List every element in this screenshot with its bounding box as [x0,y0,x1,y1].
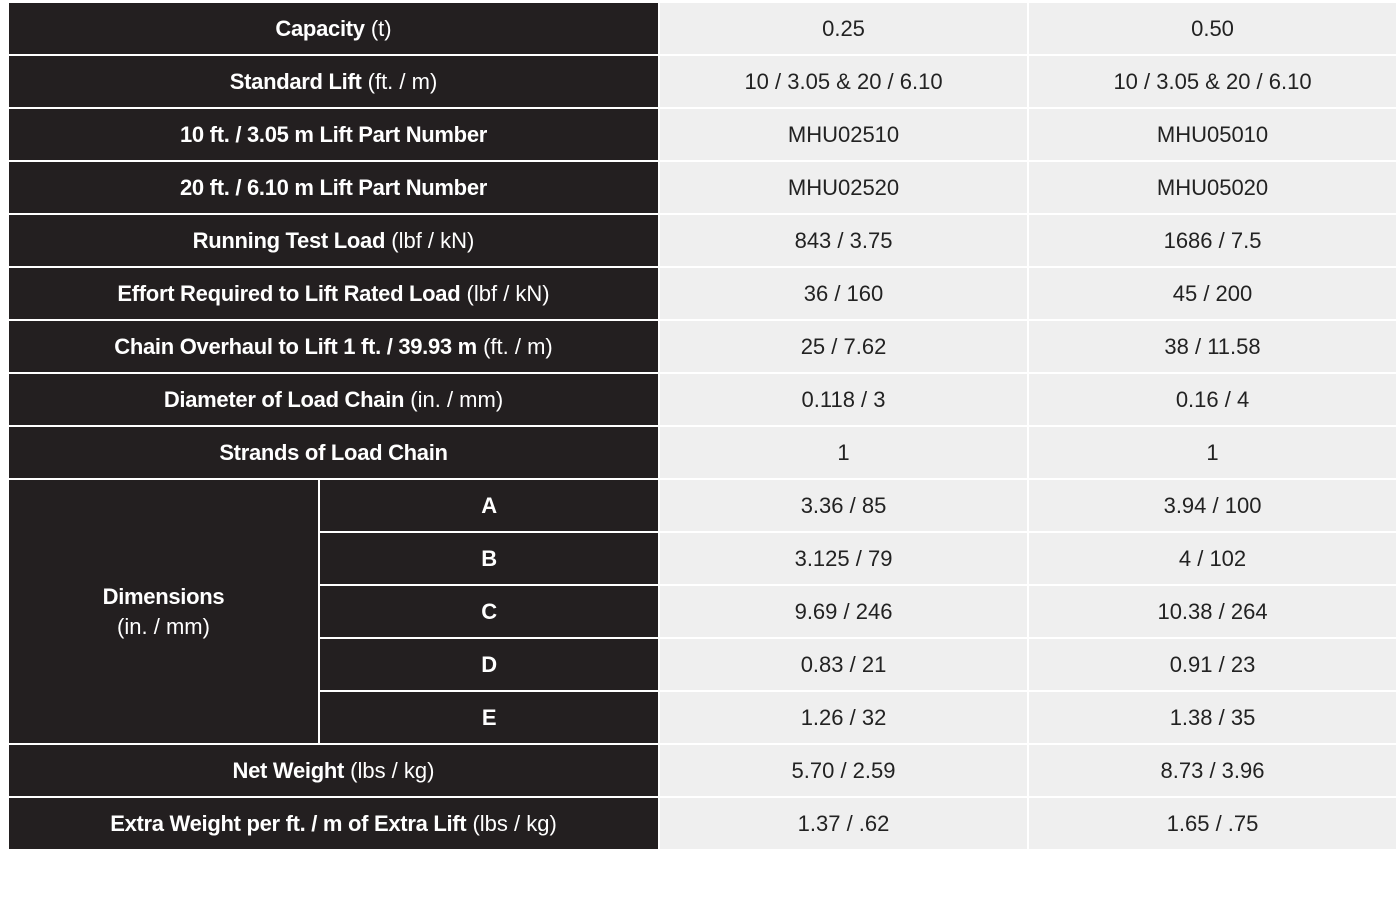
row-label [8,2,659,55]
dimension-sub-label [319,585,659,638]
table-cell: 3.94 / 100 [1028,479,1397,532]
table-cell: 0.91 / 23 [1028,638,1397,691]
table-cell: 9.69 / 246 [659,585,1028,638]
table-cell: 0.16 / 4 [1028,373,1397,426]
row-label-text: Standard Lift [229,68,362,94]
row-label-unit: (lbs / kg) [350,757,435,783]
table-cell: 38 / 11.58 [1028,320,1397,373]
table-cell: 1 [1028,426,1397,479]
table-cell: MHU05010 [1028,108,1397,161]
dimension-sub-label [319,532,659,585]
table-cell: 10 / 3.05 & 20 / 6.10 [1028,55,1397,108]
table-cell: 1.26 / 32 [659,691,1028,744]
row-label-text: Extra Weight per ft. / m of Extra Lift [110,810,467,836]
dimensions-label-unit: (in. / mm) [117,613,210,639]
row-label [8,108,659,161]
table-row [8,267,1397,320]
row-label-text: Strands of Load Chain [219,439,448,465]
table-cell: 0.50 [1028,2,1397,55]
dimension-sub-label [319,638,659,691]
table-cell: MHU02510 [659,108,1028,161]
row-label [8,267,659,320]
table-cell: 1.37 / .62 [659,797,1028,850]
bottom-edge [0,918,1399,923]
dimension-letter: A [481,492,497,518]
row-label-text: Effort Required to Lift Rated Load [117,280,461,306]
row-label-unit: (lbf / kN) [466,280,550,306]
table-cell: 36 / 160 [659,267,1028,320]
table-row [8,108,1397,161]
dimension-sub-label [319,479,659,532]
row-label [8,214,659,267]
row-label [8,744,659,797]
table-cell: 8.73 / 3.96 [1028,744,1397,797]
row-label-text: Net Weight [232,757,344,783]
table-cell: 25 / 7.62 [659,320,1028,373]
table-cell: 1686 / 7.5 [1028,214,1397,267]
table-row [8,161,1397,214]
table-row [8,214,1397,267]
row-label [8,161,659,214]
table-cell: MHU02520 [659,161,1028,214]
row-label-text: 20 ft. / 6.10 m Lift Part Number [179,174,488,200]
table-cell: 0.83 / 21 [659,638,1028,691]
row-label [8,55,659,108]
table-cell: 0.25 [659,2,1028,55]
row-label-unit: (ft. / m) [367,68,438,94]
row-label-text: 10 ft. / 3.05 m Lift Part Number [179,121,488,147]
row-label-text: Running Test Load [192,227,386,253]
row-label-unit: (in. / mm) [410,386,504,412]
dimension-sub-label [319,691,659,744]
table-row-capacity [8,2,1397,55]
table-cell: 10 / 3.05 & 20 / 6.10 [659,55,1028,108]
row-label-text: Capacity [275,15,365,41]
specifications-table [7,1,1398,851]
table-cell: 4 / 102 [1028,532,1397,585]
dimensions-label-text: Dimensions [102,583,225,609]
table-cell: 45 / 200 [1028,267,1397,320]
table-cell: 843 / 3.75 [659,214,1028,267]
table-cell: 5.70 / 2.59 [659,744,1028,797]
table-cell: 1 [659,426,1028,479]
row-label [8,797,659,850]
row-label-unit: (lbs / kg) [472,810,557,836]
table-cell: 1.38 / 35 [1028,691,1397,744]
table-row [8,320,1397,373]
table-cell: 3.125 / 79 [659,532,1028,585]
row-label [8,373,659,426]
dimension-letter: D [481,651,497,677]
dimension-letter: E [481,704,497,730]
dimension-letter: C [481,598,497,624]
row-label-unit: (ft. / m) [483,333,553,359]
row-label-text: Chain Overhaul to Lift 1 ft. / 39.93 m [114,333,477,359]
dimensions-label [8,479,319,744]
table-cell: 1.65 / .75 [1028,797,1397,850]
table-cell: 0.118 / 3 [659,373,1028,426]
table-cell: 3.36 / 85 [659,479,1028,532]
table-row [8,55,1397,108]
row-label [8,320,659,373]
dimension-letter: B [481,545,497,571]
row-label-text: Diameter of Load Chain [163,386,405,412]
row-label-unit: (t) [370,15,392,41]
row-label-unit: (lbf / kN) [391,227,475,253]
table-row [8,744,1397,797]
table-row [8,797,1397,850]
table-row-dimension [8,479,1397,532]
table-cell: 10.38 / 264 [1028,585,1397,638]
table-cell: MHU05020 [1028,161,1397,214]
row-label [8,426,659,479]
table-row [8,426,1397,479]
table-row [8,373,1397,426]
